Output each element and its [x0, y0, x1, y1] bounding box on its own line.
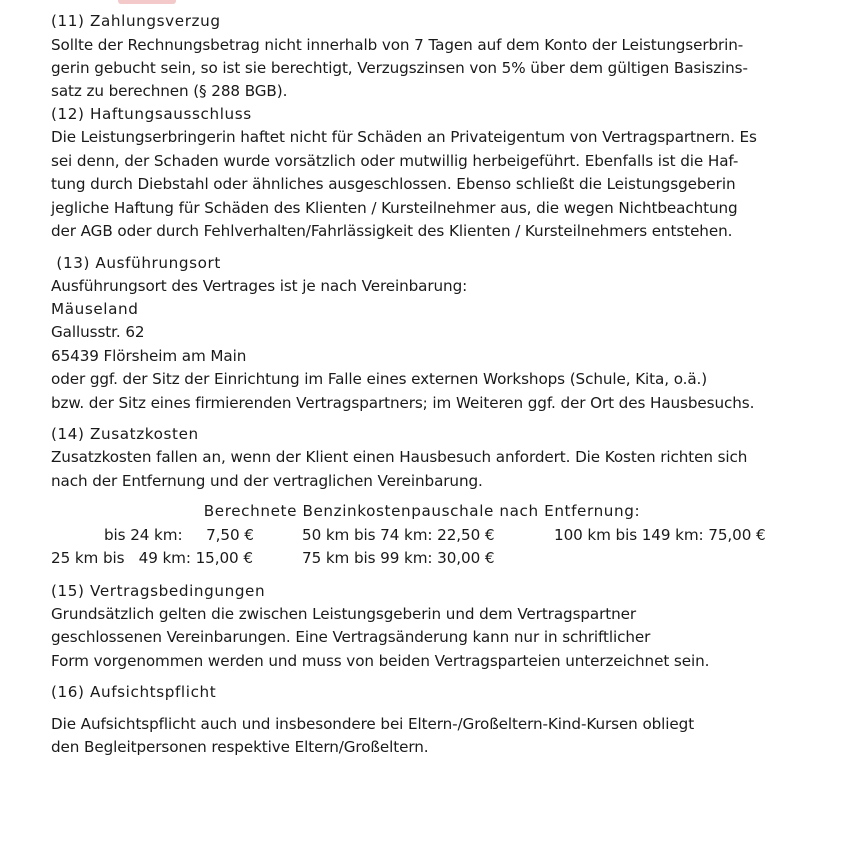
fuel-cost-cell: 50 km bis 74 km: 22,50 €	[302, 526, 495, 544]
section-16-heading: (16) Aufsichtspflicht	[51, 683, 217, 701]
section-15-line: Form vorgenommen werden und muss von beiden Vertragsparteien unterzeichnet sein.	[51, 652, 710, 670]
section-15-heading: (15) Vertragsbedingungen	[51, 582, 266, 600]
section-14-line: nach der Entfernung und der vertraglichen Vereinbarung.	[51, 472, 483, 490]
section-13-line: oder ggf. der Sitz der Einrichtung im Falle eines externen Workshops (Schule, Kita, o.ä.)	[51, 370, 708, 388]
fuel-cost-cell: 75 km bis 99 km: 30,00 €	[302, 549, 495, 567]
section-12-line: jegliche Haftung für Schäden des Klienten / Kursteilnehmer aus, die wegen Nichtbeachtung	[51, 199, 738, 217]
section-13-line: Mäuseland	[51, 300, 139, 318]
fuel-cost-cell: 100 km bis 149 km: 75,00 €	[554, 526, 766, 544]
section-13-line: Gallusstr. 62	[51, 323, 145, 341]
section-13-heading: (13) Ausführungsort	[51, 254, 221, 272]
section-13-line: 65439 Flörsheim am Main	[51, 347, 247, 365]
section-13-line: Ausführungsort des Vertrages ist je nach Vereinbarung:	[51, 277, 468, 295]
section-14-heading: (14) Zusatzkosten	[51, 425, 199, 443]
section-12-line: der AGB oder durch Fehlverhalten/Fahrlässigkeit des Klienten / Kursteilnehmers entstehen.	[51, 222, 733, 240]
section-14-line: Zusatzkosten fallen an, wenn der Klient einen Hausbesuch anfordert. Die Kosten richten sich	[51, 448, 748, 466]
section-11-line: gerin gebucht sein, so ist sie berechtigt, Verzugszinsen von 5% über dem gültigen Basiszins-	[51, 59, 748, 77]
section-11-heading: (11) Zahlungsverzug	[51, 12, 221, 30]
section-13-line: bzw. der Sitz eines firmierenden Vertragspartners; im Weiteren ggf. der Ort des Hausbesuchs.	[51, 394, 755, 412]
section-11-line: Sollte der Rechnungsbetrag nicht innerhalb von 7 Tagen auf dem Konto der Leistungserbrin-	[51, 36, 744, 54]
section-12-line: sei denn, der Schaden wurde vorsätzlich oder mutwillig herbeigeführt. Ebenfalls ist die Haf-	[51, 152, 739, 170]
section-11-line: satz zu berechnen (§ 288 BGB).	[51, 82, 288, 100]
section-16-line: Die Aufsichtspflicht auch und insbesondere bei Eltern-/Großeltern-Kind-Kursen obliegt	[51, 715, 695, 733]
section-16-line: den Begleitpersonen respektive Eltern/Großeltern.	[51, 738, 429, 756]
section-15-line: Grundsätzlich gelten die zwischen Leistungsgeberin und dem Vertragspartner	[51, 605, 637, 623]
section-15-line: geschlossenen Vereinbarungen. Eine Vertragsänderung kann nur in schriftlicher	[51, 628, 651, 646]
fuel-cost-cell: bis 24 km: 7,50 €	[104, 526, 254, 544]
section-12-heading: (12) Haftungsausschluss	[51, 105, 252, 123]
section-12-line: Die Leistungserbringerin haftet nicht für Schäden an Privateigentum von Vertragspartnern. Es	[51, 128, 757, 146]
fuel-cost-table-title: Berechnete Benzinkostenpauschale nach Entfernung:	[203, 502, 641, 520]
fuel-cost-cell: 25 km bis 49 km: 15,00 €	[51, 549, 253, 567]
section-12-line: tung durch Diebstahl oder ähnliches ausgeschlossen. Ebenso schließt die Leistungsgeberin	[51, 175, 736, 193]
